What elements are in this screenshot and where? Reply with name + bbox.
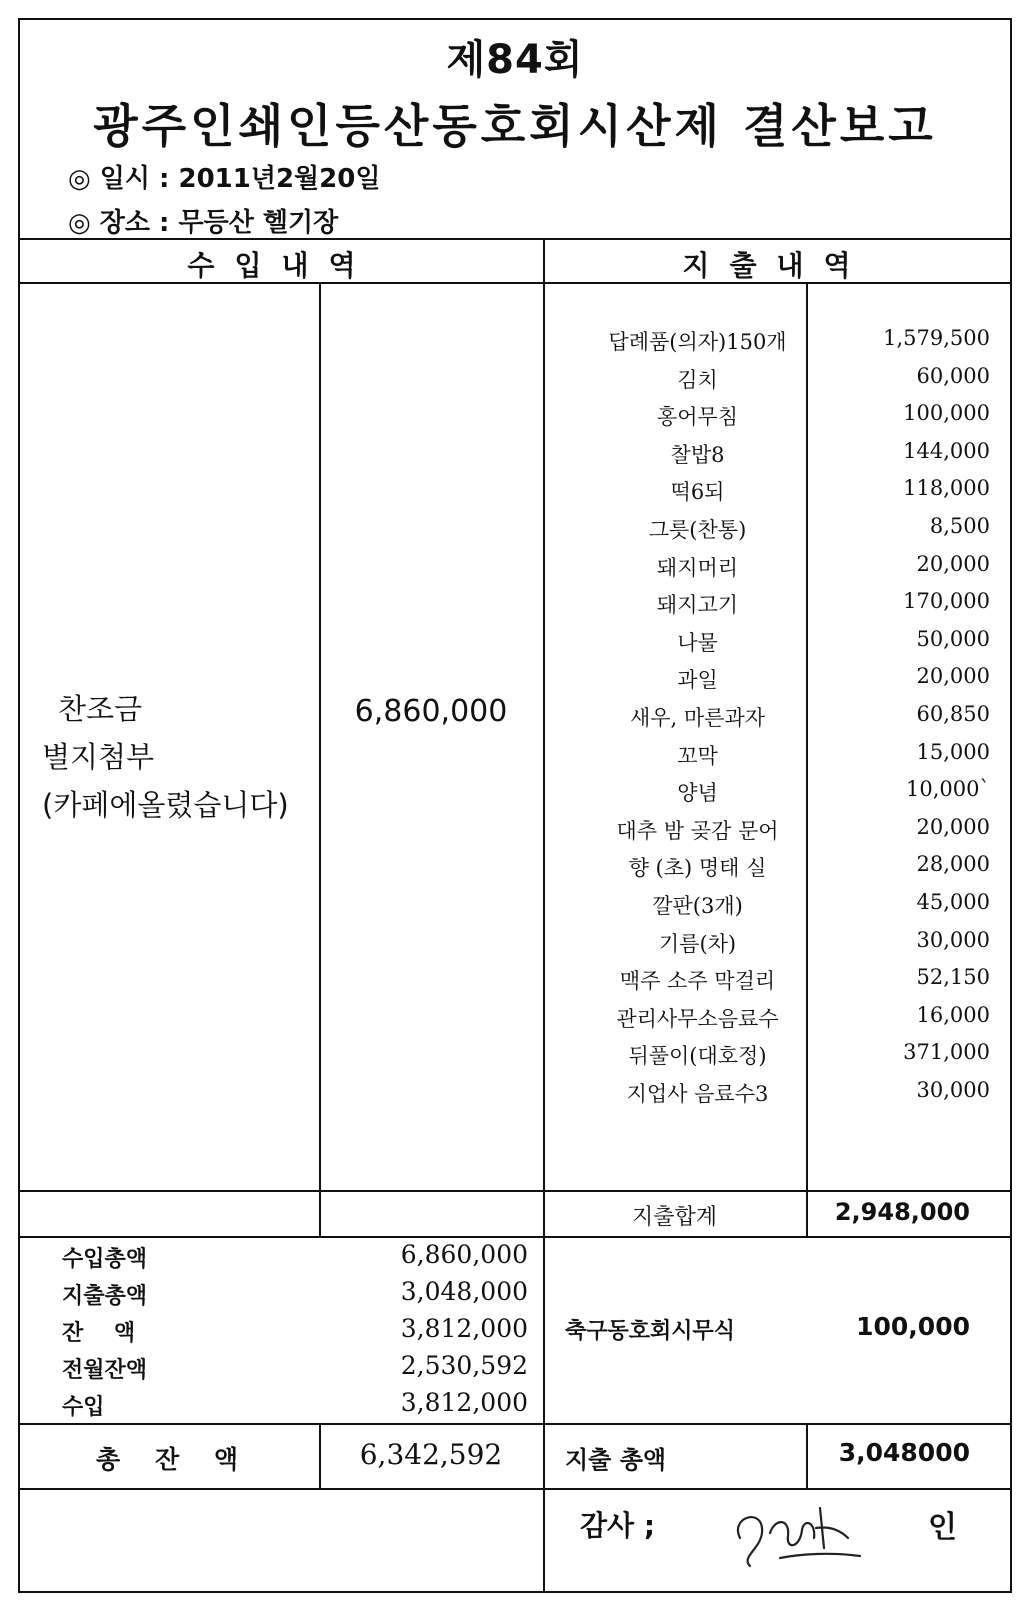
expense-item-amount: 118,000 <box>903 476 990 500</box>
expense-item-name: 꼬막 <box>677 744 718 768</box>
summary-value: 3,048,000 <box>400 1277 528 1306</box>
rule-center <box>543 238 545 1593</box>
expense-item-name: 양념 <box>677 781 718 805</box>
expense-item-amount: 15,000 <box>916 740 990 764</box>
rule-summary-bottom <box>20 1423 1010 1425</box>
expense-subtotal-label: 지출합계 <box>631 1205 717 1230</box>
summary-label: 지출총액 <box>62 1284 148 1309</box>
income-label-line: 찬조금 <box>58 692 143 726</box>
meta-date-label: ◎ 일시 : <box>68 164 179 194</box>
expense-item-name: 떡6되 <box>670 480 725 504</box>
summary-value: 6,860,000 <box>400 1240 528 1269</box>
expense-item-name: 김치 <box>677 368 718 392</box>
expense-subtotal-amount: 2,948,000 <box>834 1198 970 1226</box>
summary-value: 3,812,000 <box>400 1388 528 1417</box>
expense-item-amount: 60,850 <box>916 702 990 726</box>
expense-item-amount: 28,000 <box>916 852 990 876</box>
audit-seal-mark: 인 <box>928 1510 957 1545</box>
meta-date-value: 2011년2월20일 <box>178 164 381 194</box>
total-expense-label: 지출 총액 <box>565 1446 667 1474</box>
meta-date <box>68 158 380 195</box>
rule-header-top <box>20 238 1010 240</box>
expense-item-name: 답례품(의자)150개 <box>608 330 787 354</box>
signature-icon <box>720 1478 870 1570</box>
income-label-line: 별지첨부 <box>42 740 155 774</box>
expense-item-name: 홍어무침 <box>656 405 739 429</box>
expense-item-name: 지업사 음료수3 <box>626 1082 769 1106</box>
income-amount: 6,860,000 <box>354 694 508 729</box>
expense-item-name: 나물 <box>677 631 718 655</box>
expense-item-name: 새우, 마른과자 <box>629 706 766 730</box>
income-header: 수입내역 <box>187 249 376 282</box>
summary-label: 잔 액 <box>62 1321 136 1346</box>
summary-value: 3,812,000 <box>400 1314 528 1343</box>
expense-item-name: 기름(차) <box>658 932 737 956</box>
rule-subtotal-bottom <box>20 1236 1010 1238</box>
meta-place-label: ◎ 장소 : <box>68 208 179 238</box>
total-expense-amount: 3,048000 <box>838 1438 970 1467</box>
expense-item-name: 깔판(3개) <box>652 894 743 918</box>
summary-label: 수입총액 <box>62 1247 148 1272</box>
extra-expense-label: 축구동호회시무식 <box>565 1319 736 1344</box>
income-description <box>42 685 289 829</box>
expense-item-amount: 45,000 <box>916 890 990 914</box>
expense-item-amount: 20,000 <box>916 815 990 839</box>
audit-label: 감사 ; <box>580 1509 656 1542</box>
meta-place <box>68 202 338 239</box>
rule-income-split <box>319 282 321 1236</box>
report-edition: 제84회 <box>446 37 584 83</box>
expense-item-name: 찰밥8 <box>670 443 725 467</box>
expense-item-name: 과일 <box>677 668 718 692</box>
summary-value: 2,530,592 <box>400 1351 528 1380</box>
expense-item-name: 그릇(찬통) <box>648 518 747 542</box>
expense-item-name: 향 (초) 명태 실 <box>628 856 767 880</box>
expense-item-amount: 170,000 <box>903 589 990 613</box>
expense-item-amount: 30,000 <box>916 928 990 952</box>
expense-item-amount: 20,000 <box>916 664 990 688</box>
expense-item-name: 관리사무소음료수 <box>616 1007 779 1031</box>
expense-item-amount: 16,000 <box>916 1003 990 1027</box>
total-balance-label: 총 잔 액 <box>96 1445 239 1474</box>
expense-item-amount: 144,000 <box>903 439 990 463</box>
expense-item-amount: 20,000 <box>916 552 990 576</box>
expense-item-name: 대추 밤 곶감 문어 <box>616 819 779 843</box>
meta-place-value: 무등산 헬기장 <box>178 208 339 238</box>
expense-item-amount: 50,000 <box>916 627 990 651</box>
rule-items-bottom <box>20 1190 1010 1192</box>
expense-item-name: 맥주 소주 막걸리 <box>619 969 776 993</box>
income-label-line: (카페에올렸습니다) <box>42 788 289 822</box>
report-frame <box>18 18 1012 1593</box>
expense-item-name: 뒤풀이(대호정) <box>628 1044 767 1068</box>
expense-item-amount: 8,500 <box>929 514 990 538</box>
expense-item-amount: 1,579,500 <box>883 326 990 350</box>
total-balance-amount: 6,342,592 <box>359 1438 503 1471</box>
expense-item-amount: 371,000 <box>903 1040 990 1064</box>
expense-item-amount: 30,000 <box>916 1078 990 1102</box>
expense-item-amount: 60,000 <box>916 364 990 388</box>
summary-label: 전월잔액 <box>62 1358 148 1383</box>
audit-signature <box>720 1478 870 1570</box>
summary-label: 수입 <box>62 1395 105 1420</box>
expense-item-name: 돼지머리 <box>656 556 739 580</box>
expense-header: 지출내역 <box>682 249 871 282</box>
expense-item-amount: 10,000` <box>906 777 990 801</box>
expense-item-amount: 52,150 <box>916 965 990 989</box>
expense-item-name: 돼지고기 <box>656 593 739 617</box>
extra-expense-amount: 100,000 <box>856 1312 970 1341</box>
report-title: 광주인쇄인등산동호회시산제 결산보고 <box>93 99 937 153</box>
expense-item-amount: 100,000 <box>903 401 990 425</box>
